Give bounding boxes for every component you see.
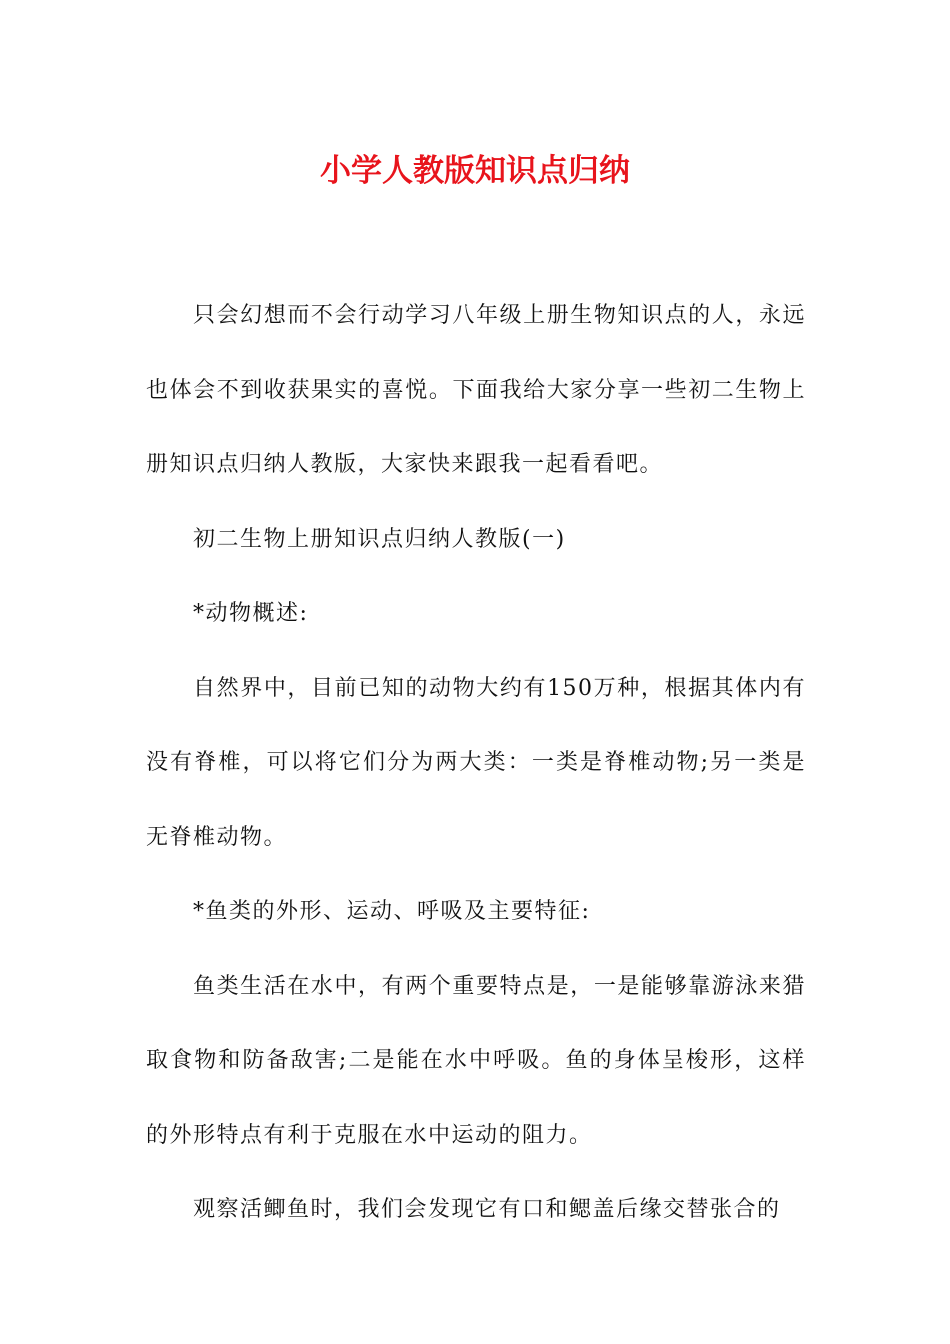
document-body bbox=[146, 279, 806, 1248]
document-title: 小学人教版知识点归纳 bbox=[320, 153, 630, 189]
paragraph-fish-observation: 观察活鲫鱼时，我们会发现它有口和鳃盖后缘交替张合的 bbox=[193, 1197, 781, 1222]
intro-paragraph: 只会幻想而不会行动学习八年级上册生物知识点的人，永远也体会不到收获果实的喜悦。下面我给大家分享一些初二生物上册知识点归纳人教版，大家快来跟我一起看看吧。 bbox=[146, 303, 806, 477]
paragraph-animal-overview: 自然界中，目前已知的动物大约有150万种，根据其体内有没有脊椎，可以将它们分为两大类：一类是脊椎动物;另一类是无脊椎动物。 bbox=[146, 675, 806, 850]
subheading-animal-overview: *动物概述: bbox=[193, 601, 309, 626]
subheading-fish: *鱼类的外形、运动、呼吸及主要特征: bbox=[193, 899, 591, 924]
section-heading: 初二生物上册知识点归纳人教版(一) bbox=[193, 526, 566, 552]
paragraph-fish-features: 鱼类生活在水中，有两个重要特点是，一是能够靠游泳来猎取食物和防备敌害;二是能在水中呼吸。鱼的身体呈梭形，这样的外形特点有利于克服在水中运动的阻力。 bbox=[146, 973, 806, 1148]
